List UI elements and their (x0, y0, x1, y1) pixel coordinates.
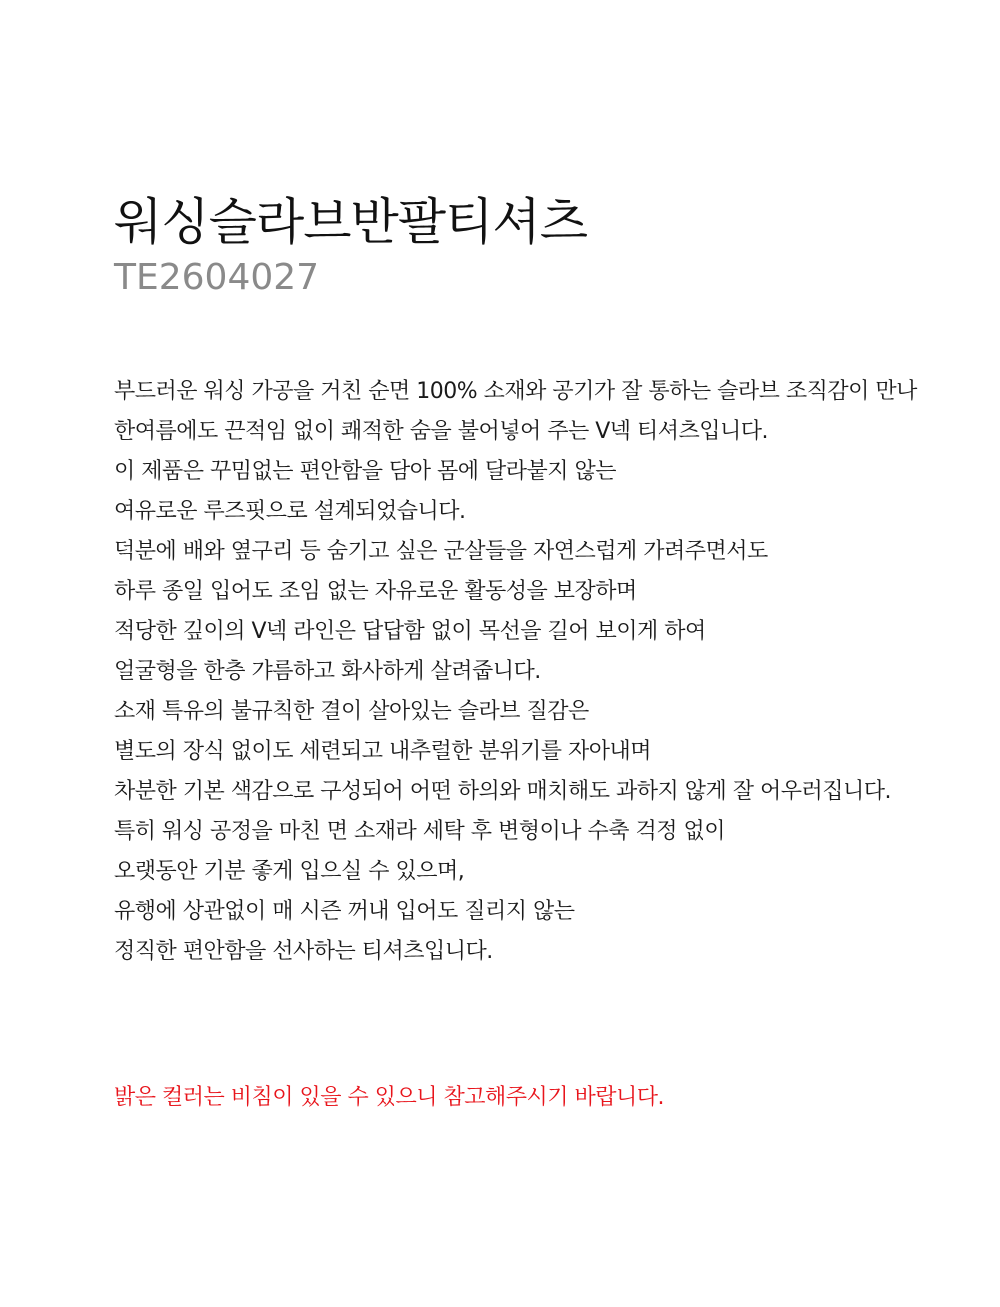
description-line: 특히 워싱 공정을 마친 면 소재라 세탁 후 변형이나 수축 걱정 없이 (114, 819, 725, 844)
description-line: 덕분에 배와 옆구리 등 숨기고 싶은 군살들을 자연스럽게 가려주면서도 (114, 539, 768, 564)
color-notice: 밝은 컬러는 비침이 있을 수 있으니 참고해주시기 바랍니다. (114, 1085, 664, 1110)
description-line: 유행에 상관없이 매 시즌 꺼내 입어도 질리지 않는 (114, 899, 575, 924)
description-line: 부드러운 워싱 가공을 거친 순면 100% 소재와 공기가 잘 통하는 슬라브 조직감이 만나 (114, 379, 917, 404)
description-line: 적당한 깊이의 V넥 라인은 답답함 없이 목선을 길어 보이게 하여 (114, 619, 706, 644)
description-line: 별도의 장식 없이도 세련되고 내추럴한 분위기를 자아내며 (114, 739, 652, 764)
description-line: 소재 특유의 불규칙한 결이 살아있는 슬라브 질감은 (114, 699, 589, 724)
description-line: 한여름에도 끈적임 없이 쾌적한 숨을 불어넣어 주는 V넥 티셔츠입니다. (114, 419, 769, 444)
description-line: 차분한 기본 색감으로 구성되어 어떤 하의와 매치해도 과하지 않게 잘 어우러집니다. (114, 779, 891, 804)
description-line: 하루 종일 입어도 조임 없는 자유로운 활동성을 보장하며 (114, 579, 637, 604)
description-line: 오랫동안 기분 좋게 입으실 수 있으며, (114, 859, 465, 884)
product-title: 워싱슬라브반팔티셔츠 (114, 193, 587, 251)
description-line: 정직한 편안함을 선사하는 티셔츠입니다. (114, 939, 493, 964)
description-line: 얼굴형을 한층 갸름하고 화사하게 살려줍니다. (114, 659, 541, 684)
description-line: 이 제품은 꾸밈없는 편안함을 담아 몸에 달라붙지 않는 (114, 459, 616, 484)
product-description (114, 372, 974, 972)
description-line: 여유로운 루즈핏으로 설계되었습니다. (114, 499, 466, 524)
product-code: TE2604027 (114, 257, 320, 298)
